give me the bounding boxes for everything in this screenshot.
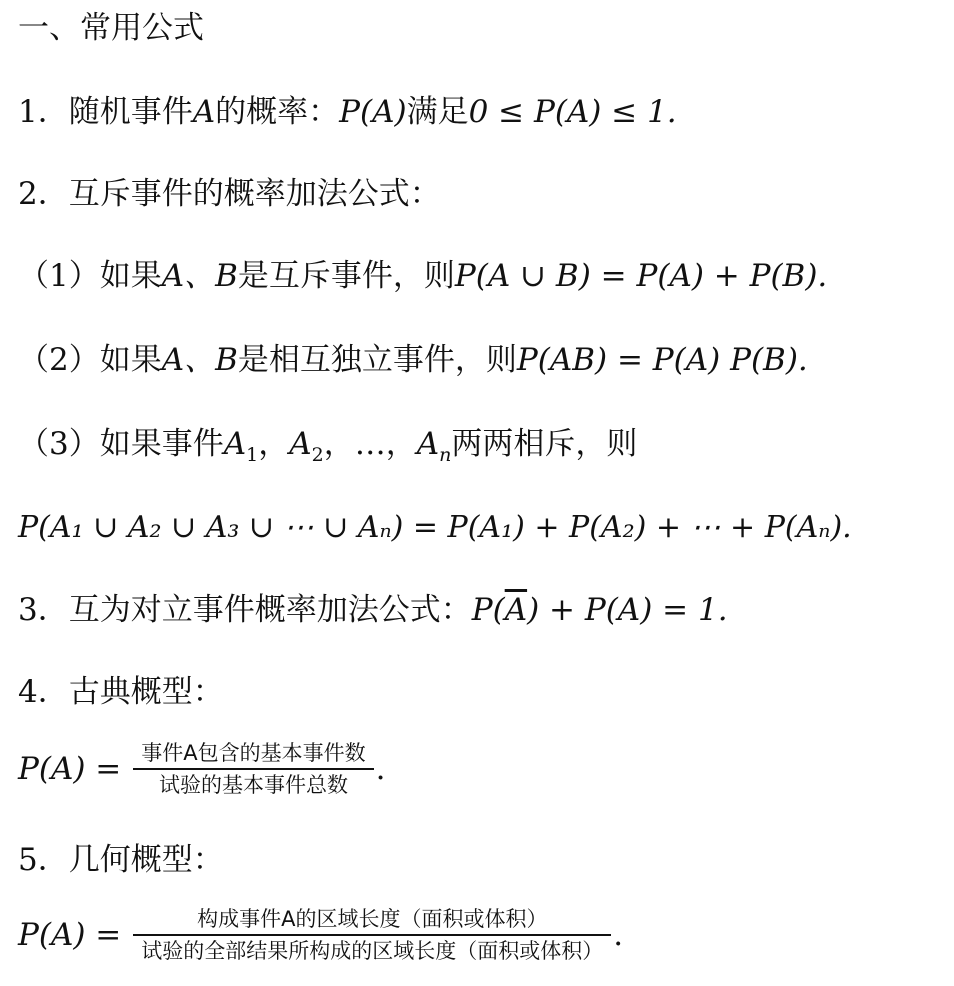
item-2-3-event-a2: A [289,426,312,462]
item-2-3-comma: ， [258,426,290,462]
item-3-formula-rest: ) + P(A) = 1. [527,592,728,628]
item-5-numerator: 构成事件A的区域长度（面积或体积） [197,907,548,931]
item-2-2-condition: A、B [161,342,238,378]
item-5-end: . [613,917,624,953]
item-1-event: A [192,94,216,130]
item-1-label: 1．随机事件 [18,94,193,130]
item-2-1-prefix: （1）如果 [18,258,162,294]
item-5-lhs: P(A) = [18,917,122,953]
item-1-inequality: 0 ≤ P(A) ≤ 1. [468,94,677,130]
item-4-fraction [133,738,373,800]
item-2-3-event-a1: A [223,426,247,462]
item-3-label: 3．互为对立事件概率加法公式： [18,592,472,628]
item-1-text2: 满足 [406,94,469,130]
item-2-1-mid: 是互斥事件，则 [237,258,455,294]
item-1 [18,90,946,134]
item-2-3-suffix: 两两相斥，则 [451,426,638,462]
item-2-3-formula: P(A₁ ∪ A₂ ∪ A₃ ∪ ⋯ ∪ Aₙ) = P(A₁) + P(A₂) + ⋯ + P(Aₙ). [18,510,852,545]
item-2-2-prefix: （2）如果 [18,342,162,378]
item-4-end: . [375,751,386,787]
item-2-3-prefix: （3）如果事件 [18,426,224,462]
item-2-3-sub-1: 1 [246,444,259,466]
item-5-title: 5．几何概型： [18,842,224,878]
item-2-3-event-an: A [416,426,440,462]
item-5-fraction [133,904,611,966]
item-5-formula [18,904,623,966]
item-4-denominator: 试验的基本事件总数 [158,773,348,797]
item-4-title: 4．古典概型： [18,674,224,710]
item-4-lhs: P(A) = [18,751,122,787]
item-2-3-sub-2: 2 [311,444,324,466]
item-2-2 [18,338,946,382]
item-2-1 [18,254,946,298]
item-3 [18,588,946,632]
section-title: 一、常用公式 [18,10,204,46]
item-2-3-dots: ，…， [323,426,417,462]
item-2-2-formula: P(AB) = P(A) P(B). [516,342,808,378]
item-5-denominator: 试验的全部结果所构成的区域长度（面积或体积） [141,939,604,963]
item-2-1-formula: P(A ∪ B) = P(A) + P(B). [454,258,828,294]
item-1-formula: P(A) [339,94,407,130]
item-2-3 [18,422,946,466]
item-3-formula-open: P( [471,592,505,628]
item-2-1-condition: A、B [161,258,238,294]
item-3-complement-a: $\overline{A}$ [504,592,528,628]
item-2-3-sub-n: n [439,444,452,466]
item-4-numerator: 事件A包含的基本事件数 [141,741,366,765]
item-2-title: 2．互斥事件的概率加法公式： [18,176,441,212]
item-2-2-mid: 是相互独立事件，则 [237,342,517,378]
item-4-formula [18,738,386,800]
item-1-text: 的概率： [215,94,340,130]
